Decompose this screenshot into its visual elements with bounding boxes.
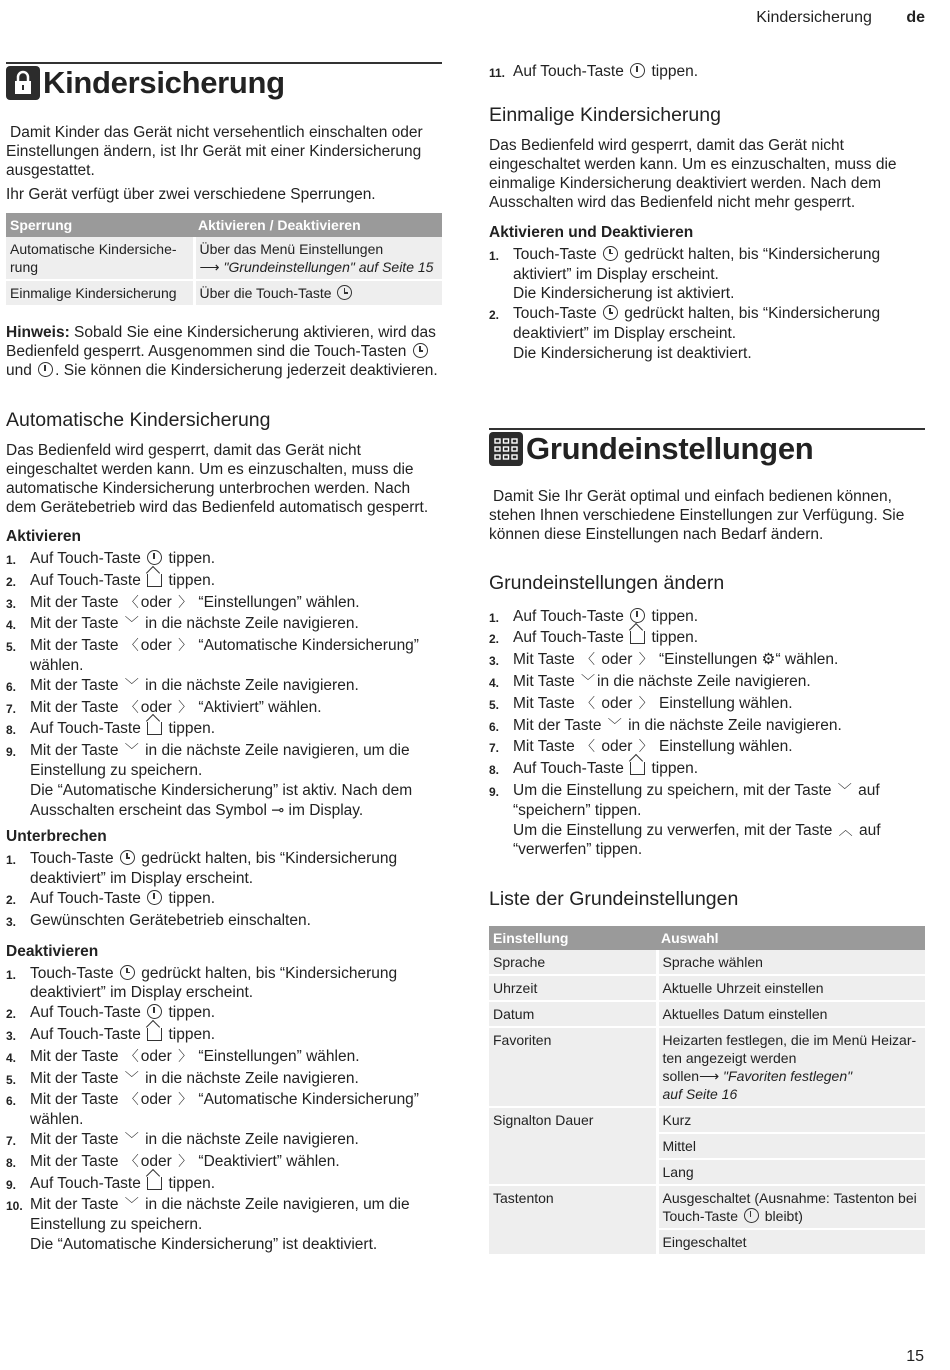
table-cell-text: Über die Touch-Taste (199, 285, 332, 301)
right-column (489, 62, 925, 1256)
table-row (489, 1027, 925, 1107)
interrupt-steps (6, 849, 442, 932)
list-item: 1. Touch-Taste gedrückt halten, bis “Kindersicherung deaktiviert” im Display erscheint. (6, 964, 398, 1002)
table-row (6, 280, 442, 306)
list-item: 5. Mit der Taste 〈 oder 〉 “Automatische Kindersicherung” wählen. (6, 637, 419, 674)
home-icon (147, 1177, 162, 1190)
list-item: 6. Mit der Taste 〈 oder 〉 “Automatische Kindersicherung” wählen. (6, 1091, 419, 1129)
chevron-left-icon: 〈 (581, 651, 596, 668)
home-icon (630, 762, 645, 775)
chevron-left-icon: 〈 (124, 698, 139, 715)
grund-intro: Damit Sie Ihr Gerät optimal und einfach bedienen können, stehen Ihnen verschiedene Einstellungen zur Verfügung. Sie können diese Einstellungen nach Bedarf ändern. (489, 487, 905, 543)
table-cell: Mittel (657, 1133, 925, 1159)
table-cell: Sprache wählen (657, 950, 925, 975)
einmalig-description: Das Bedienfeld wird gesperrt, damit das Gerät nicht eingeschaltet werden kann. Um es einzuschalten, muss die einmalige Kindersicherung deaktiviert werden. Nach dem Ausschalten wird das Bedienfeld nicht mehr gesperrt. (489, 136, 897, 211)
list-item: 4. Mit der Taste 〈 oder 〉 “Einstellungen” wählen. (6, 1047, 360, 1065)
table-cell-text: Über das Menü Einstellungen (199, 241, 384, 257)
list-item: 1. Touch-Taste gedrückt halten, bis “Kindersicherung aktiviert” im Display erscheint. Die Kindersicherung ist aktiviert. (489, 245, 881, 303)
chevron-right-icon: 〉 (638, 738, 653, 755)
intro-text-2: Ihr Gerät verfügt über zwei verschiedene Sperrungen. (6, 186, 376, 203)
chevron-down-icon: ﹀ (124, 742, 139, 759)
list-item: 7. Mit Taste 〈 oder 〉 Einstellung wählen. (489, 738, 793, 756)
table-cell: Automatische Kindersiche-rung (6, 237, 194, 280)
table-cell (194, 237, 442, 280)
list-item: 3. Mit Taste 〈 oder 〉 “Einstellungen ⚙“ wählen. (489, 651, 839, 669)
chevron-down-icon: ﹀ (837, 781, 852, 798)
table-cell-text: Heizarten festlegen, die im Menü Heizar-ten angezeigt werden (662, 1032, 917, 1067)
power-icon (744, 1208, 759, 1223)
list-item: 2. Touch-Taste gedrückt halten, bis “Kindersicherung deaktiviert” im Display erscheint. Die Kindersicherung ist deaktiviert. (489, 305, 881, 362)
clock-icon (120, 965, 135, 980)
list-item: 2. Auf Touch-Taste tippen. (6, 889, 216, 907)
table-cell-text: bleibt) (760, 1208, 803, 1225)
hint-text: Sobald Sie eine Kindersicherung aktivieren, wird das Bedienfeld gesperrt. Ausgenommen sind die Touch-Tasten (6, 324, 436, 360)
hint-text: und (6, 362, 37, 379)
list-item: 3. Auf Touch-Taste tippen. (6, 1025, 216, 1043)
table-cell-text: Ausgeschaltet (Ausnahme: Tastenton bei Touch-Taste (662, 1190, 917, 1225)
table-cell: Favoriten (489, 1027, 657, 1107)
power-icon (147, 550, 162, 565)
chevron-right-icon: 〉 (178, 1091, 193, 1108)
hint-label: Hinweis: (6, 324, 70, 341)
table-cell: Eingeschaltet (657, 1229, 925, 1255)
arrow-icon: ⟶ (199, 259, 220, 275)
table-row (489, 1001, 925, 1027)
chevron-down-icon: ﹀ (124, 1069, 139, 1086)
power-icon (38, 362, 53, 377)
list-item: 1. Auf Touch-Taste tippen. (489, 607, 699, 625)
left-column (6, 62, 442, 1255)
list-item: 3. Gewünschten Gerätebetrieb einschalten. (6, 911, 311, 929)
cross-reference-link[interactable]: "Favoriten festlegen" (719, 1068, 853, 1085)
table-header: Auswahl (657, 926, 925, 950)
section-title-list: Liste der Grundeinstellungen (489, 888, 739, 911)
chevron-down-icon: ﹀ (581, 672, 596, 689)
table-cell: Kurz (657, 1107, 925, 1133)
table-cell (657, 1185, 925, 1229)
page-number: 15 (906, 1348, 924, 1365)
table-cell: Aktuelles Datum einstellen (657, 1001, 925, 1027)
change-steps (489, 607, 925, 861)
table-cell: Tastenton (489, 1185, 657, 1255)
header-language: de (906, 9, 925, 26)
list-item: 9. Auf Touch-Taste tippen. (6, 1174, 216, 1192)
intro-text: Damit Kinder das Gerät nicht versehentlich einschalten oder Einstellungen ändern, ist Ihr Gerät mit einer Kindersicherung ausgestattet. (6, 124, 423, 179)
chevron-left-icon: 〈 (124, 1152, 139, 1169)
table-row (489, 1185, 925, 1229)
list-item: 8. Auf Touch-Taste tippen. (489, 760, 699, 778)
chevron-left-icon: 〈 (124, 637, 139, 654)
chevron-left-icon: 〈 (124, 593, 139, 610)
table-row (489, 975, 925, 1001)
chevron-right-icon: 〉 (178, 1152, 193, 1169)
section-heading-grundeinstellungen (489, 428, 925, 467)
activate-steps (6, 549, 442, 820)
list-item: 11. Auf Touch-Taste tippen. (489, 63, 699, 80)
chevron-down-icon: ﹀ (124, 615, 139, 632)
section-title-auto: Automatische Kindersicherung (6, 409, 271, 431)
clock-icon (337, 285, 352, 300)
table-cell (657, 1027, 925, 1107)
cross-reference-link[interactable]: auf Seite 16 (662, 1086, 738, 1103)
list-item: 10. Mit der Taste ﹀ in die nächste Zeile navigieren, um die Einstellung zu speichern. Die “Automatische Kindersicherung” ist deaktiviert. (6, 1196, 410, 1253)
list-item: 1. Auf Touch-Taste tippen. (6, 550, 216, 567)
power-icon (147, 890, 162, 905)
list-item: 9. Mit der Taste ﹀ in die nächste Zeile navigieren, um die Einstellung zu speichern. Die “Automatische Kindersicherung” ist aktiv. Nach dem Ausschalten erscheint das Symbol ⊸ im Display. (6, 742, 413, 819)
page-title: Kindersicherung (43, 65, 285, 100)
list-item: 5. Mit der Taste ﹀ in die nächste Zeile navigieren. (6, 1069, 359, 1087)
chevron-left-icon: 〈 (581, 694, 596, 711)
section-heading-kindersicherung (6, 62, 442, 101)
power-icon (630, 608, 645, 623)
list-item: 2. Auf Touch-Taste tippen. (6, 571, 216, 589)
chevron-right-icon: 〉 (638, 651, 653, 668)
list-item: 4. Mit Taste ﹀ in die nächste Zeile navigieren. (489, 672, 811, 690)
home-icon (147, 1028, 162, 1041)
chevron-right-icon: 〉 (178, 637, 193, 654)
header-section: Kindersicherung (756, 9, 872, 26)
lock-symbol-icon: ⊸ (271, 801, 285, 819)
power-icon (147, 1004, 162, 1019)
home-icon (630, 631, 645, 644)
chevron-down-icon: ﹀ (607, 716, 622, 733)
list-item: 8. Mit der Taste 〈 oder 〉 “Deaktiviert” wählen. (6, 1152, 340, 1170)
chevron-up-icon: ︿ (838, 821, 853, 838)
chevron-left-icon: 〈 (124, 1091, 139, 1108)
chevron-right-icon: 〉 (178, 1047, 193, 1064)
table-cell: Datum (489, 1001, 657, 1027)
table-cell: Uhrzeit (489, 975, 657, 1001)
cross-reference-link[interactable]: "Grundeinstellungen" auf Seite 15 (223, 259, 434, 275)
chevron-left-icon: 〈 (124, 1047, 139, 1064)
table-header: Einstellung (489, 926, 657, 950)
gear-icon: ⚙ (761, 651, 776, 669)
table-cell: Signalton Dauer (489, 1107, 657, 1185)
table-cell: Aktuelle Uhrzeit einstellen (657, 975, 925, 1001)
lock-types-table (6, 213, 442, 307)
hint-paragraph (6, 323, 442, 380)
chevron-down-icon: ﹀ (124, 1130, 139, 1147)
table-header: Aktivieren / Deaktivieren (194, 213, 442, 237)
table-cell: Lang (657, 1159, 925, 1185)
clock-icon (603, 305, 618, 320)
clock-icon (603, 246, 618, 261)
clock-icon (120, 850, 135, 865)
table-header: Sperrung (6, 213, 194, 237)
chevron-right-icon: 〉 (178, 593, 193, 610)
chevron-down-icon: ﹀ (124, 1196, 139, 1213)
subsection-activate-deactivate: Aktivieren und Deaktivieren (489, 223, 694, 241)
list-item: 9. Um die Einstellung zu speichern, mit der Taste ﹀ auf “speichern” tippen. Um die Einstellung zu verwerfen, mit der Taste ︿ auf “verwerfen” tippen. (489, 781, 881, 859)
list-item: 2. Auf Touch-Taste tippen. (489, 629, 699, 647)
list-item: 2. Auf Touch-Taste tippen. (6, 1004, 216, 1022)
auto-description: Das Bedienfeld wird gesperrt, damit das Gerät nicht eingeschaltet werden kann. Um es einzuschalten, muss die automatische Kindersicherung unterbrochen werden. Nach dem Gerätebetrieb wird das Bedienfeld automatisch gesperrt. (6, 442, 429, 516)
table-row (6, 237, 442, 280)
chevron-right-icon: 〉 (178, 698, 193, 715)
table-row (489, 950, 925, 975)
page-header (756, 9, 925, 27)
list-item: 4. Mit der Taste ﹀ in die nächste Zeile navigieren. (6, 615, 359, 633)
subsection-interrupt: Unterbrechen (6, 828, 107, 846)
list-item: 7. Mit der Taste ﹀ in die nächste Zeile navigieren. (6, 1130, 359, 1148)
section-title-grundeinstellungen: Grundeinstellungen (526, 430, 814, 466)
section-title-change: Grundeinstellungen ändern (489, 571, 725, 594)
list-item: 6. Mit der Taste ﹀ in die nächste Zeile navigieren. (489, 716, 842, 734)
table-cell: Sprache (489, 950, 657, 975)
power-icon (630, 63, 645, 78)
home-icon (147, 722, 162, 735)
list-item: 7. Mit der Taste 〈 oder 〉 “Aktiviert” wählen. (6, 698, 322, 716)
table-cell: Einmalige Kindersicherung (6, 280, 194, 306)
table-cell-text: sollen (662, 1068, 700, 1085)
lock-icon (6, 66, 40, 100)
list-item: 8. Auf Touch-Taste tippen. (6, 720, 216, 738)
arrow-icon: ⟶ (699, 1068, 720, 1085)
keypad-icon (489, 432, 523, 466)
deactivate-steps-continued (489, 62, 925, 84)
chevron-left-icon: 〈 (581, 738, 596, 755)
home-icon (147, 574, 162, 587)
list-item: 3. Mit der Taste 〈 oder 〉 “Einstellungen” wählen. (6, 593, 360, 611)
clock-icon (413, 343, 428, 358)
chevron-down-icon: ﹀ (124, 676, 139, 693)
chevron-right-icon: 〉 (638, 694, 653, 711)
deactivate-steps (6, 964, 442, 1255)
activate-deactivate-steps (489, 245, 925, 364)
table-cell (194, 280, 442, 306)
list-item: 6. Mit der Taste ﹀ in die nächste Zeile navigieren. (6, 676, 359, 694)
list-item: 5. Mit Taste 〈 oder 〉 Einstellung wählen. (489, 694, 793, 712)
section-title-einmalig: Einmalige Kindersicherung (489, 103, 721, 126)
table-row (489, 1107, 925, 1133)
list-item: 1. Touch-Taste gedrückt halten, bis “Kindersicherung deaktiviert” im Display erscheint. (6, 850, 398, 888)
settings-table (489, 926, 925, 1256)
subsection-deactivate: Deaktivieren (6, 942, 99, 960)
subsection-activate: Aktivieren (6, 528, 81, 545)
hint-text: . Sie können die Kindersicherung jederzeit deaktivieren. (55, 362, 438, 379)
